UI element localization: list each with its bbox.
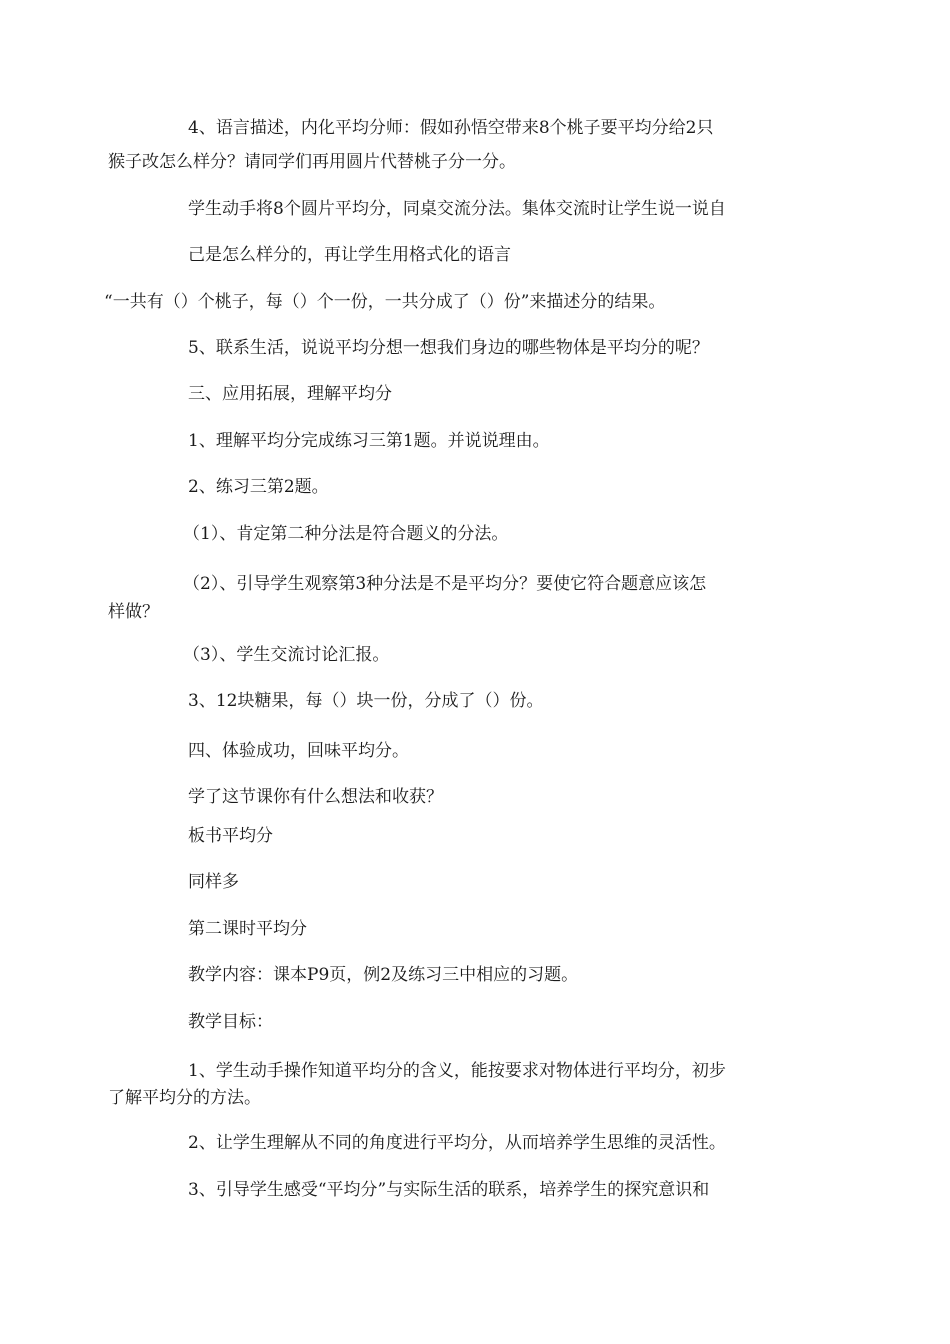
paragraph-line: 教学内容：课本P9页，例2及练习三中相应的习题。	[188, 965, 579, 985]
paragraph-line: 4、语言描述，内化平均分师：假如孙悟空带来8个桃子要平均分给2只	[188, 118, 714, 138]
paragraph-line: 2、让学生理解从不同的角度进行平均分，从而培养学生思维的灵活性。	[188, 1133, 726, 1153]
paragraph-line: （3）、学生交流讨论汇报。	[183, 645, 390, 665]
section-heading: 第二课时平均分	[188, 919, 307, 939]
paragraph-line: 3、12块糖果，每（）块一份，分成了（）份。	[188, 691, 544, 711]
paragraph-line: “一共有（）个桃子，每（）个一份，一共分成了（）份”来描述分的结果。	[104, 292, 666, 312]
paragraph-line: 3、引导学生感受“平均分”与实际生活的联系，培养学生的探究意识和	[188, 1180, 710, 1200]
paragraph-line: 样做？	[108, 602, 159, 622]
paragraph-line: 教学目标：	[188, 1012, 273, 1032]
paragraph-line: （2）、引导学生观察第3种分法是不是平均分？要使它符合题意应该怎	[183, 574, 707, 594]
section-heading: 三、应用拓展，理解平均分	[188, 384, 392, 404]
paragraph-line: 2、练习三第2题。	[188, 477, 329, 497]
paragraph-line: 5、联系生活，说说平均分想一想我们身边的哪些物体是平均分的呢？	[188, 338, 709, 358]
paragraph-line: （1）、肯定第二种分法是符合题义的分法。	[183, 524, 509, 544]
paragraph-line: 学了这节课你有什么想法和收获？	[188, 787, 443, 807]
paragraph-line: 板书平均分	[188, 826, 273, 846]
paragraph-line: 1、理解平均分完成练习三第1题。并说说理由。	[188, 431, 550, 451]
section-heading: 四、体验成功，回味平均分。	[188, 741, 409, 761]
paragraph-line: 己是怎么样分的，再让学生用格式化的语言	[188, 245, 511, 265]
paragraph-line: 学生动手将8个圆片平均分，同桌交流分法。集体交流时让学生说一说自	[188, 199, 726, 219]
paragraph-line: 1、学生动手操作知道平均分的含义，能按要求对物体进行平均分，初步	[188, 1061, 726, 1081]
paragraph-line: 了解平均分的方法。	[108, 1088, 261, 1108]
paragraph-line: 同样多	[188, 872, 239, 892]
paragraph-line: 猴子改怎么样分？请同学们再用圆片代替桃子分一分。	[108, 152, 516, 172]
